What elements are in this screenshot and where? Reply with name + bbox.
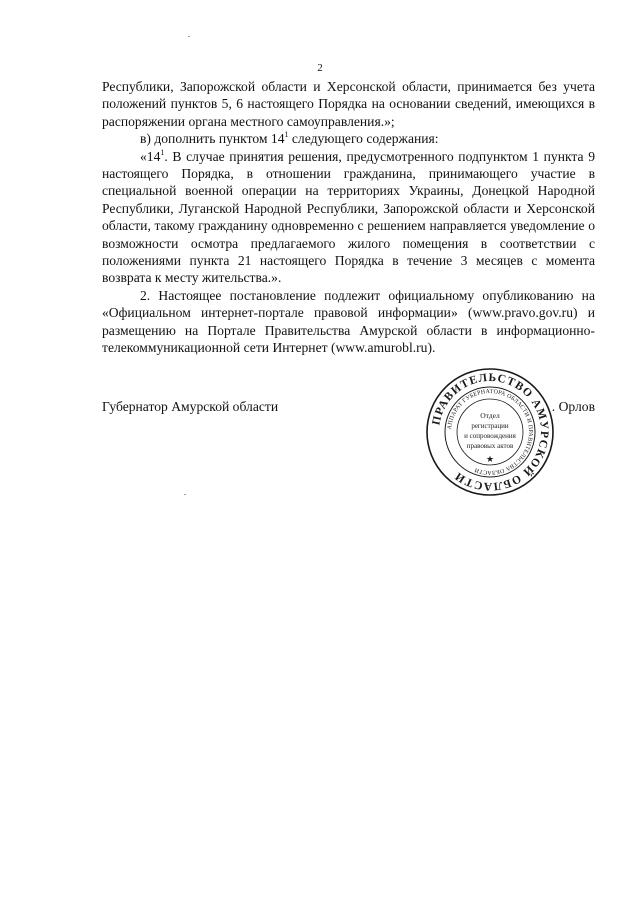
point-14-1-number: «14 — [140, 148, 161, 164]
amendment-v-text-start: в) дополнить пунктом 14 — [140, 131, 285, 147]
seal-center-line-4: правовых актов — [466, 442, 514, 450]
seal-center-line-2: регистрации — [471, 422, 509, 430]
seal-center-line-3: и сопровождения — [464, 432, 516, 440]
signatory-title: Губернатор Амурской области — [102, 399, 279, 414]
seal-star-icon: ★ — [485, 455, 495, 465]
amendment-v-text-end: следующего содержания: — [288, 131, 439, 147]
official-seal — [425, 367, 555, 497]
paragraph-point-14-1 — [102, 148, 595, 287]
scan-speck — [184, 494, 186, 495]
paragraph-continuation: Республики, Запорожской области и Херсонской области, принимается без учета положений пунктов 5, 6 настоящего Порядка на основании сведений, имеющихся в распоряжении органа местного самоуправления.»; — [102, 79, 595, 129]
paragraph-publication: 2. Настоящее постановление подлежит официальному опубликованию на «Официальном интернет-портале правовой информации» (www.pravo.gov.ru) и размещению на Портале Правительства Амурской области в информационно-телекоммуникационной сети Интернет (www.amurobl.ru). — [102, 287, 595, 356]
signatory-name: . Орлов — [551, 399, 595, 414]
document-body — [102, 78, 595, 357]
page-number: 2 — [317, 62, 323, 74]
point-14-1-text: . В случае принятия решения, предусмотренного подпунктом 1 пункта 9 настоящего Порядка, в отношении гражданина, принимающего участие в специальной военной операции на территориях Украины, Донецкой Народной Республики, Луганской Народной Республики, Запорожской области и Херсонской области, такому гражданину одновременно с решением направляется уведомление о возможности осмотра предлагаемого жилого помещения в соответствии с положениями пункта 21 настоящего Порядка в течение 3 месяцев с момента возврата к месту жительства.». — [102, 148, 595, 286]
superscript-1: 1 — [284, 130, 289, 140]
superscript-1: 1 — [160, 147, 165, 157]
paragraph-amendment-v — [102, 130, 595, 147]
seal-center-line-1: Отдел — [480, 411, 500, 420]
seal-outer-text: ПРАВИТЕЛЬСТВО АМУРСКОЙ ОБЛАСТИ — [430, 371, 551, 493]
scan-speck — [188, 36, 190, 37]
seal-inner-text: АППАРАТ ГУБЕРНАТОРА ОБЛАСТИ И ПРАВИТЕЛЬСТВА ОБЛАСТИ — [447, 388, 534, 476]
